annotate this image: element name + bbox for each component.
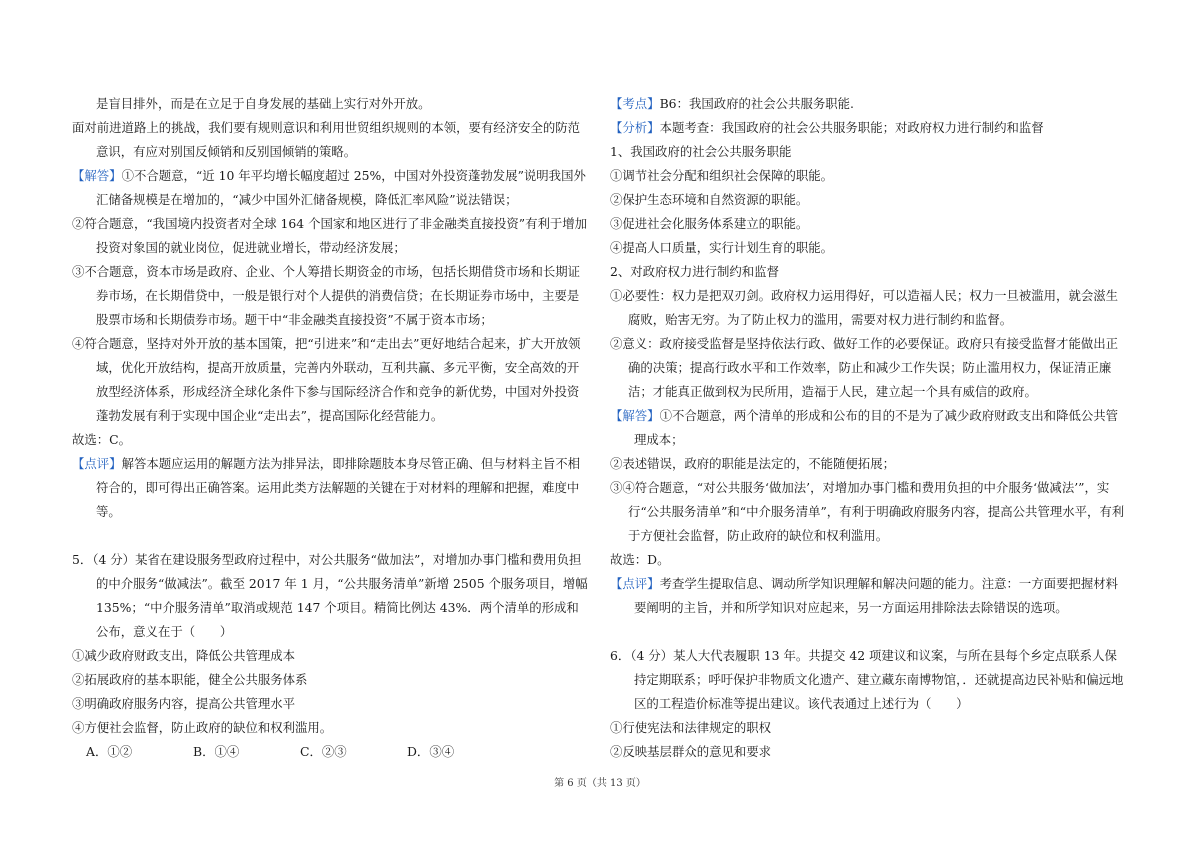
choice-b: B．①④ (193, 744, 240, 759)
page-footer: 第 6 页（共 13 页） (554, 778, 646, 789)
knowledge-point (610, 92, 1128, 116)
choice-a: A．①② (86, 744, 133, 759)
paragraph: ②符合题意，“我国境内投资者对全球 164 个国家和地区进行了非金融类直接投资”有利于增加投资对象国的就业岗位，促进就业增长，带动经济发展； (72, 216, 588, 255)
choice-c: C．②③ (300, 744, 347, 759)
paragraph: ③④符合题意，“对公共服务‘做加法’，对增加办事门槛和费用负担的中介服务‘做减法’”，实行“公共服务清单”和“中介服务清单”，有利于明确政府服务内容，提高公共管理水平，有利于方便社会监督，防止政府的缺位和权利滥用。 (610, 480, 1125, 543)
answer-choices (72, 740, 590, 764)
answer-tag: 【解答】 (610, 408, 660, 423)
option-item: ②拓展政府的基本职能，健全公共服务体系 (72, 672, 308, 687)
answer-paragraph (72, 164, 590, 212)
left-column (72, 92, 590, 764)
knowledge-tag: 【考点】 (610, 96, 660, 111)
analysis-paragraph (610, 116, 1128, 140)
paragraph: ②意义：政府接受监督是坚持依法行政、做好工作的必要保证。政府只有接受监督才能做出正确的决策；提高行政水平和工作效率，防止和减少工作失误；防止滥用权力，保证清正廉洁；才能真正做到权为民所用，造福于人民，建立起一个具有威信的政府。 (610, 336, 1119, 399)
option-item: ②反映基层群众的意见和要求 (610, 744, 772, 759)
comment-text: 考查学生提取信息、调动所学知识理解和解决问题的能力。注意：一方面要把握材料要阐明的主旨，并和所学知识对应起来，另一方面运用排除法去除错误的选项。 (634, 576, 1119, 615)
knowledge-text: B6：我国政府的社会公共服务职能. (659, 96, 854, 111)
comment-paragraph (72, 452, 590, 524)
paragraph: 面对前进道路上的挑战，我们要有规则意识和利用世贸组织规则的本领，要有经济安全的防范意识，有应对别国反倾销和反别国倾销的策略。 (72, 120, 581, 159)
option-item: ③明确政府服务内容，提高公共管理水平 (72, 696, 296, 711)
answer-choice-line: 故选：D。 (610, 552, 670, 567)
paragraph: 1、我国政府的社会公共服务职能 (610, 144, 792, 159)
paragraph: 是盲目排外，而是在立足于自身发展的基础上实行对外开放。 (96, 96, 431, 111)
option-item: ④方便社会监督，防止政府的缺位和权利滥用。 (72, 720, 333, 735)
paragraph: ②保护生态环境和自然资源的职能。 (610, 192, 809, 207)
answer-choice-line: 故选：C。 (72, 432, 132, 447)
comment-text: 解答本题应运用的解题方法为排异法，即排除题肢本身尽管正确、但与材料主旨不相符合的，即可得出正确答案。运用此类方法解题的关键在于对材料的理解和把握，难度中等。 (96, 456, 581, 519)
answer-text: ①不合题意，“近 10 年平均增长幅度超过 25%，中国对外投资蓬勃发展”说明我国外汇储备规模是在增加的，“减少中国外汇储备规模，降低汇率风险”说法错误； (96, 168, 586, 207)
paragraph: 2、对政府权力进行制约和监督 (610, 264, 779, 279)
analysis-text: 本题考查：我国政府的社会公共服务职能；对政府权力进行制约和监督 (659, 120, 1044, 135)
choice-d: D．③④ (407, 744, 455, 759)
answer-text: ①不合题意，两个清单的形成和公布的目的不是为了减少政府财政支出和降低公共管理成本； (634, 408, 1119, 447)
paragraph: ③促进社会化服务体系建立的职能。 (610, 216, 809, 231)
option-item: ①减少政府财政支出，降低公共管理成本 (72, 648, 296, 663)
paragraph: ②表述错误，政府的职能是法定的，不能随便拓展； (610, 456, 895, 471)
paragraph: ①调节社会分配和组织社会保障的职能。 (610, 168, 834, 183)
question-6: 6．（4 分）某人大代表履职 13 年。共提交 42 项建议和议案，与所在县每个乡定点联系人保持定期联系；呼吁保护非物质文化遗产、建立藏东南博物馆，．还就提高边民补贴和偏远地区的工程造价标准等提出建议。该代表通过上述行为（ ） (610, 648, 1124, 711)
option-item: ①行使宪法和法律规定的职权 (610, 720, 772, 735)
question-5: 5．（4 分）某省在建设服务型政府过程中，对公共服务“做加法”，对增加办事门槛和费用负担的中介服务“做减法”。截至 2017 年 1 月，“公共服务清单”新增 2505 个服务项目，增幅 135%；“中介服务清单”取消或规范 147 个项目。精简比例达 43%．两个清单的形成和公布，意义在于（ ） (72, 552, 588, 639)
answer-tag: 【解答】 (72, 168, 122, 183)
comment-paragraph (610, 572, 1128, 620)
right-column (610, 92, 1128, 764)
paragraph: ④提高人口质量，实行计划生育的职能。 (610, 240, 834, 255)
paragraph: ①必要性：权力是把双刃剑。政府权力运用得好，可以造福人民；权力一旦被滥用，就会滋生腐败，贻害无穷。为了防止权力的滥用，需要对权力进行制约和监督。 (610, 288, 1119, 327)
paragraph: ③不合题意，资本市场是政府、企业、个人筹措长期资金的市场，包括长期借贷市场和长期证券市场，在长期借贷中，一般是银行对个人提供的消费信贷；在长期证券市场中，主要是股票市场和长期债券市场。题干中“非金融类直接投资”不属于资本市场； (72, 264, 581, 327)
answer-paragraph (610, 404, 1128, 452)
analysis-tag: 【分析】 (610, 120, 660, 135)
paragraph: ④符合题意，坚持对外开放的基本国策，把“引进来”和“走出去”更好地结合起来，扩大开放领域，优化开放结构，提高开放质量，完善内外联动，互利共赢、多元平衡，安全高效的开放型经济体系，形成经济全球化条件下参与国际经济合作和竞争的新优势，中国对外投资蓬勃发展有利于实现中国企业“走出去”，提高国际化经营能力。 (72, 336, 581, 423)
comment-tag: 【点评】 (72, 456, 122, 471)
comment-tag: 【点评】 (610, 576, 660, 591)
